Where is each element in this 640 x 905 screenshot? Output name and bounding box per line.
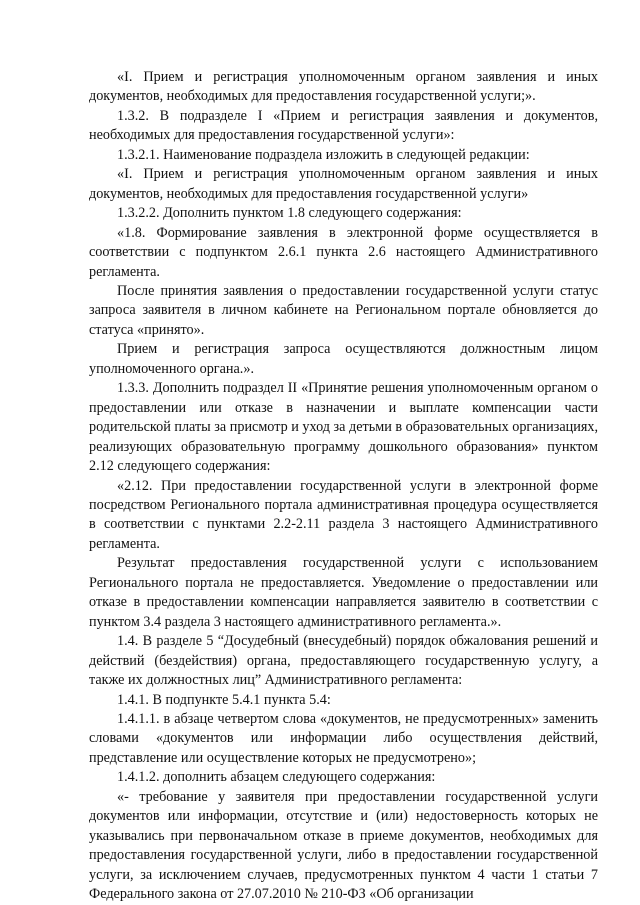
paragraph-6: «1.8. Формирование заявления в электронной форме осуществляется в соответствии с подпунктом 2.6.1 пункта 2.6 настоящего Административного регламента. bbox=[89, 224, 598, 280]
paragraph-4: «I. Прием и регистрация уполномоченным органом заявления и иных документов, необходимых для предоставления государственной услуги» bbox=[89, 166, 598, 202]
paragraph-11: Результат предоставления государственной услуги с использованием Регионального портала не предоставляется. Уведомление о предоставлении или отказе в предоставлении компенсации направляется заявителю в соответствии с пунктом 3.4 раздела 3 настоящего административного регламента.». bbox=[89, 555, 598, 630]
paragraph-1: «I. Прием и регистрация уполномоченным органом заявления и иных документов, необходимых для предоставления государственной услуги;». bbox=[89, 69, 598, 105]
paragraph-12: 1.4. В разделе 5 “Досудебный (внесудебный) порядок обжалования решений и действий (бездействия) органа, предоставляющего государственную услугу, а также их должностных лиц” Административного регламента: bbox=[89, 633, 598, 689]
paragraph-5: 1.3.2.2. Дополнить пунктом 1.8 следующего содержания: bbox=[117, 205, 462, 222]
paragraph-7: После принятия заявления о предоставлении государственной услуги статус запроса заявителя в личном кабинете на Региональном портале обновляется до статуса «принято». bbox=[89, 282, 598, 338]
paragraph-9: 1.3.3. Дополнить подраздел II «Принятие решения уполномоченным органом о предоставлении или отказе в назначении и выплате компенсации части родительской платы за присмотр и уход за детьми в образовательных организациях, реализующих образовательную программу дошкольного образования» пунктом 2.12 следующего содержания: bbox=[89, 380, 598, 475]
paragraph-15: 1.4.1.2. дополнить абзацем следующего содержания: bbox=[117, 769, 436, 786]
paragraph-10: «2.12. При предоставлении государственной услуги в электронной форме посредством Регионального портала административная процедура осуществляется в соответствии с пунктами 2.2-2.11 раздела 3 настоящего Административного регламента. bbox=[89, 477, 598, 552]
paragraph-3: 1.3.2.1. Наименование подраздела изложить в следующей редакции: bbox=[117, 146, 530, 163]
paragraph-8: Прием и регистрация запроса осуществляются должностным лицом уполномоченного органа.». bbox=[89, 341, 598, 377]
paragraph-16: «- требование у заявителя при предоставлении государственной услуги документов или информации, отсутствие и (или) недостоверность которых не указывались при первоначальном отказе в приеме документов, необходимых для предоставления государственной услуги, либо в предоставлении государственной услуги, за исключением случаев, предусмотренных пунктом 4 части 1 статьи 7 Федерального закона от 27.07.2010 № 210-ФЗ «Об организации bbox=[89, 788, 598, 903]
paragraph-14: 1.4.1.1. в абзаце четвертом слова «документов, не предусмотренных» заменить словами «документов или информации либо осуществления действий, представление или осуществление которых не предусмотрено»; bbox=[89, 710, 598, 766]
document-page bbox=[89, 68, 598, 904]
paragraph-2: 1.3.2. В подразделе I «Прием и регистрация заявления и документов, необходимых для предоставления государственной услуги»: bbox=[89, 107, 598, 144]
paragraph-13: 1.4.1. В подпункте 5.4.1 пункта 5.4: bbox=[117, 691, 331, 708]
